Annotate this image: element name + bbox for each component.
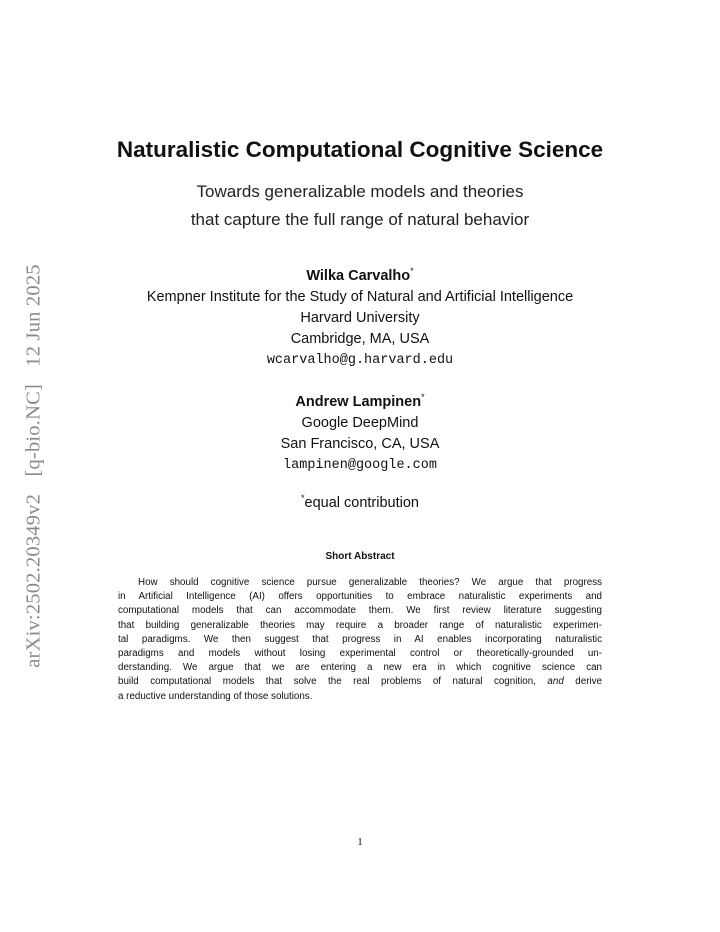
arxiv-id: arXiv:2502.20349v2: [22, 493, 45, 668]
subtitle-line-1: Towards generalizable models and theories: [196, 182, 524, 201]
abstract-line: derstanding. We argue that we are entering a new era in which cognitive science can: [118, 662, 602, 674]
abstract-line: computational models that can accommodate them. We first review literature suggesting: [118, 605, 602, 617]
author-marker: *: [421, 392, 425, 402]
page-number: 1: [357, 836, 363, 848]
abstract-line: in Artificial Intelligence (AI) offers opportunities to embrace naturalistic experiments and: [118, 591, 602, 603]
abstract-line: paradigms and models without losing experimental control or theoretically-grounded un-: [118, 648, 602, 660]
paper-subtitle: [0, 178, 720, 234]
equal-contribution-note: [0, 493, 720, 511]
author-name: Andrew Lampinen: [295, 394, 422, 410]
author-email: lampinen@google.com: [283, 458, 437, 473]
abstract-line: tal paradigms. We then suggest that progress in AI enables incorporating naturalistic: [118, 633, 602, 645]
subtitle-line-2: that capture the full range of natural behavior: [190, 210, 530, 229]
author-email: wcarvalho@g.harvard.edu: [266, 353, 454, 368]
abstract-heading: Short Abstract: [325, 551, 395, 562]
author-block-1: [0, 261, 720, 371]
abstract-line-with-emphasis: [118, 675, 602, 689]
arxiv-category: [q-bio.NC]: [22, 384, 45, 477]
abstract-line-text: build computational models that solve the real problems of natural cognition,: [118, 676, 536, 688]
abstract-line: How should cognitive science pursue generalizable theories? We argue that progress: [138, 577, 602, 588]
abstract-emphasis: and: [547, 676, 564, 688]
paper-title: Naturalistic Computational Cognitive Science: [116, 137, 604, 162]
contribution-marker: *: [301, 493, 305, 503]
abstract-line: a reductive understanding of those solutions.: [118, 690, 313, 702]
author-affiliation-line: Harvard University: [300, 310, 420, 326]
contribution-text: equal contribution: [304, 495, 419, 511]
author-affiliation-line: Cambridge, MA, USA: [290, 331, 430, 347]
author-affiliation-line: San Francisco, CA, USA: [280, 436, 440, 452]
author-affiliation-line: Kempner Institute for the Study of Natural and Artificial Intelligence: [146, 289, 574, 305]
author-marker: *: [410, 266, 414, 276]
abstract-body: [118, 576, 602, 704]
arxiv-date: 12 Jun 2025: [22, 264, 45, 367]
author-name: Wilka Carvalho: [306, 268, 411, 284]
abstract-line: that building generalizable theories may require a broader range of naturalistic experimen-: [118, 619, 602, 631]
author-affiliation-line: Google DeepMind: [301, 415, 419, 431]
abstract-line-tail: derive: [575, 676, 602, 688]
author-block-2: [0, 387, 720, 476]
